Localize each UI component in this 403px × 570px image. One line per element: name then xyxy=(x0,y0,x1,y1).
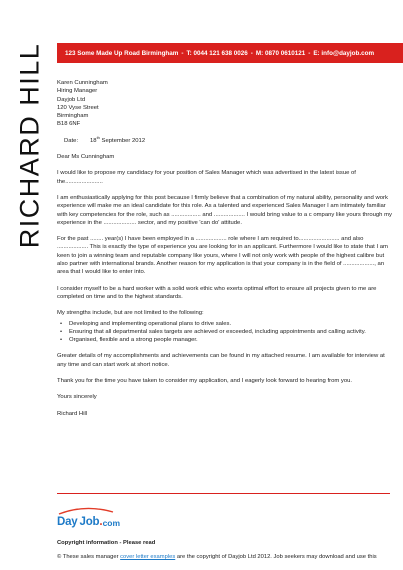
logo-job: Job xyxy=(79,516,100,528)
separator: - xyxy=(250,49,253,57)
contact-address: 123 Some Made Up Road Birmingham xyxy=(65,49,179,57)
strengths-intro: My strengths include, but are not limited to the following: xyxy=(57,310,204,317)
paragraph-6: Thank you for the time you have taken to consider my application, and I eagerly look forward to hearing from you. xyxy=(57,378,353,385)
contact-tel: T: 0044 121 638 0026 xyxy=(186,49,248,57)
address-line: Hiring Manager xyxy=(57,88,98,95)
list-item: • Developing and implementing operational plans to drive sales. xyxy=(57,320,393,328)
vertical-name xyxy=(4,40,56,250)
paragraph-5: Greater details of my accomplishments and achievements can be found in my attached resume. I am available for interview at any time and can start work at short notice. xyxy=(57,353,385,368)
strengths-list xyxy=(57,320,393,345)
address-line: Birmingham xyxy=(57,113,89,120)
footer-divider xyxy=(57,493,390,494)
copyright-text-start: © These sales manager xyxy=(57,554,121,560)
logo-day: Day xyxy=(57,516,78,528)
paragraph-4: I consider myself to be a hard worker with a solid work ethic who exerts optimal effort to ensure all projects given to me are completed on time and to the highest standards. xyxy=(57,285,377,300)
paragraph-1: I would like to propose my candidacy for your position of Sales Manager which was advertised in the latest issue of the....................... xyxy=(57,170,356,185)
address-line: B18 6NF xyxy=(57,121,81,128)
contact-bar xyxy=(57,43,403,63)
cover-letter-examples-link[interactable]: cover letter examples xyxy=(120,554,176,560)
logo-swoosh-icon xyxy=(57,507,115,515)
closing: Yours sincerely xyxy=(57,394,97,401)
signature: Richard Hill xyxy=(57,410,88,417)
recipient-address xyxy=(57,79,393,129)
list-item: • Organised, flexible and a strong people manager. xyxy=(57,336,393,344)
contact-mobile: M: 0870 0610121 xyxy=(255,49,306,57)
copyright-text xyxy=(57,553,393,561)
separator: - xyxy=(308,49,311,57)
paragraph-3: For the past ........ year(s) I have been employed in a ................... role where I am required to......................... and also ................... This is exactly the type of experience you are looking for in an applicant. Furthermore I would like to state that I am keen to join a winning team and reputable company like yours, where I will not only work with people of the highest calibre but also partner with international brands. Another reason for my application is that your company is in the field of ..................., an area that I would like to enter into. xyxy=(57,236,388,276)
logo-dot: . xyxy=(99,516,103,528)
letter-date xyxy=(57,134,393,145)
date-day: 18 xyxy=(90,137,97,144)
paragraph-2: I am enthusiastically applying for this post because I firmly believe that a combination of my natural ability, personality and work experience will make me an ideal candidate for this role. As a talented and experienced Sales Manager I am intimately familiar with key competencies for the role, such as .................. and ................... I would bring value to a c ompany like yours through my experience in the .................... sector, and my positive 'can do' attitude. xyxy=(57,194,392,226)
date-suffix: th xyxy=(96,134,100,140)
name-text: RICHARD HILL xyxy=(14,42,45,248)
address-line: Dayjob Ltd xyxy=(57,96,86,103)
date-label: Date: xyxy=(64,137,79,144)
address-line: 120 Vyse Street xyxy=(57,104,99,111)
copyright-heading: Copyright information - Please read xyxy=(57,540,156,546)
list-item: • Ensuring that all departmental sales targets are achieved or exceeded, including appointments and calling activity. xyxy=(57,328,393,336)
salutation: Dear Ms Cunningham xyxy=(57,154,115,161)
letter-body xyxy=(57,79,393,418)
logo-com: com xyxy=(102,518,121,528)
copyright-text-end: are the copyright of Dayjob Ltd 2012. Job seekers may download and use this xyxy=(175,554,377,560)
dayjob-logo[interactable] xyxy=(57,511,129,533)
date-rest: September 2012 xyxy=(99,137,146,144)
separator: - xyxy=(181,49,184,57)
contact-email[interactable]: E: info@dayjob.com xyxy=(313,49,375,57)
address-line: Karen Cunningham xyxy=(57,80,108,86)
